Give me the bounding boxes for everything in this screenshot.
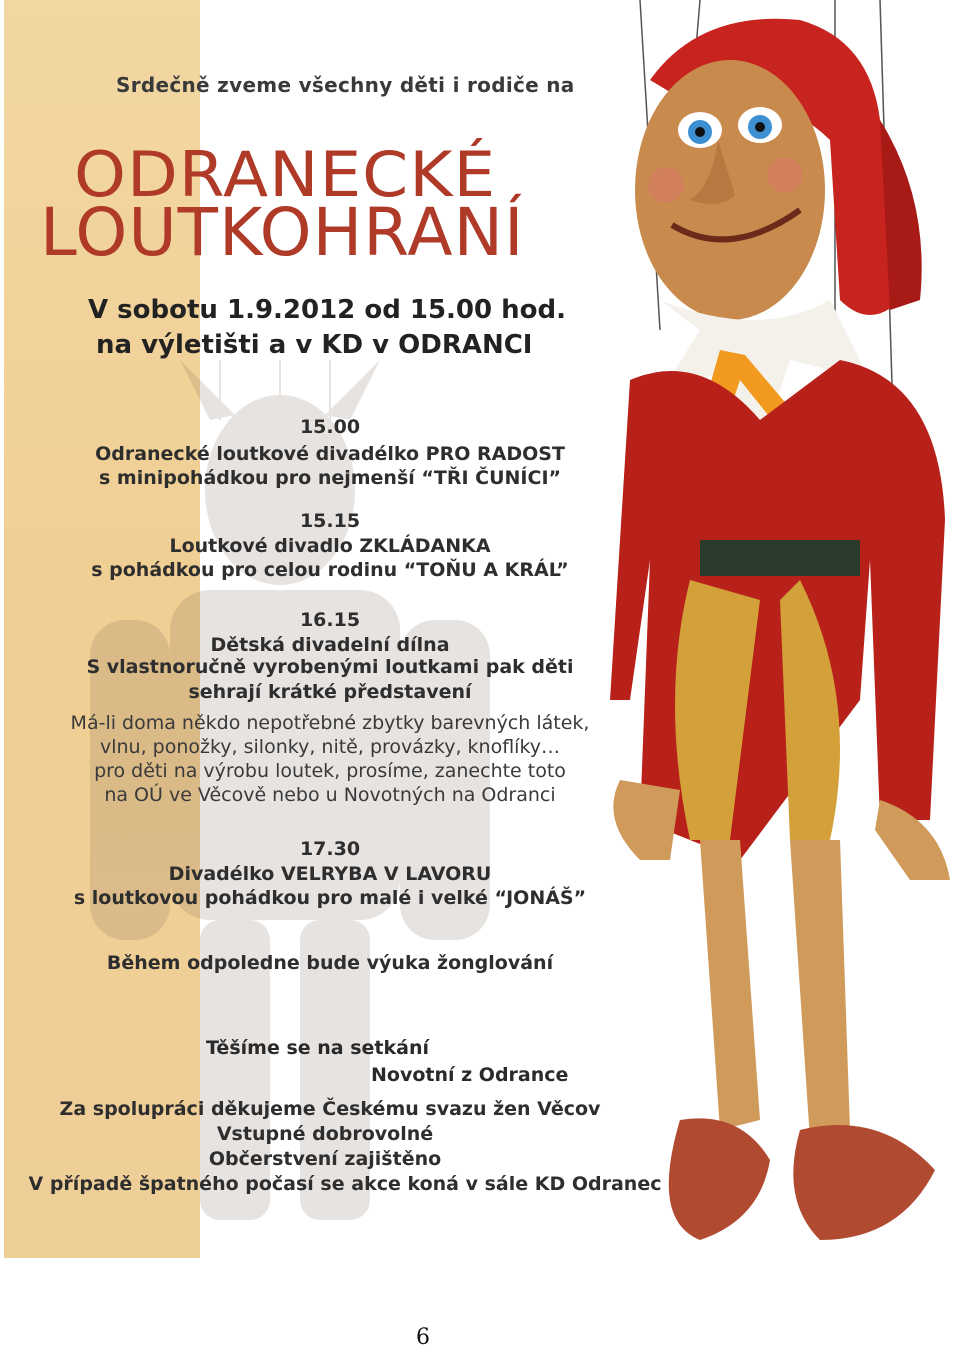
program-time: 17.30	[299, 838, 361, 860]
footer-line: V případě špatného počasí se akce koná v sále KD Odranec	[28, 1173, 662, 1195]
footer-line: Vstupné dobrovolné	[216, 1123, 434, 1145]
program-line: s pohádkou pro celou rodinu “TOŇU A KRÁL”	[91, 559, 569, 581]
program-line: Dětská divadelní dílna	[210, 634, 450, 656]
program-line: S vlastnoručně vyrobenými loutkami pak děti	[86, 656, 574, 678]
event-title-line2: LOUTKOHRANÍ	[40, 194, 525, 271]
juggling-note: Během odpoledne bude výuka žonglování	[106, 952, 554, 974]
footer-line: Za spolupráci děkujeme Českému svazu žen Věcov	[59, 1098, 601, 1120]
program-line: s minipohádkou pro nejmenší “TŘI ČUNÍCI”	[98, 467, 561, 489]
program-line: Divadélko VELRYBA V LAVORU	[168, 863, 492, 885]
program-time: 16.15	[299, 609, 361, 631]
greeting: Těšíme se na setkání	[206, 1037, 429, 1059]
program-line: Loutkové divadlo ZKLÁDANKA	[169, 535, 491, 557]
workshop-note-line: Má-li doma někdo nepotřebné zbytky barevných látek,	[70, 712, 590, 734]
workshop-note-line: vlnu, ponožky, silonky, nitě, provázky, knoflíky…	[99, 736, 561, 758]
program-line: Odranecké loutkové divadélko PRO RADOST	[95, 443, 565, 465]
event-venue: na výletišti a v KD v ODRANCI	[96, 330, 533, 360]
signature: Novotní z Odrance	[371, 1064, 569, 1086]
page-number: 6	[416, 1325, 430, 1350]
event-date: V sobotu 1.9.2012 od 15.00 hod.	[88, 295, 567, 325]
program-line: s loutkovou pohádkou pro malé i velké “JONÁŠ”	[73, 887, 587, 909]
program-time: 15.15	[299, 510, 361, 532]
program-time: 15.00	[299, 416, 361, 438]
invitation-intro: Srdečně zveme všechny děti i rodiče na	[116, 73, 575, 97]
workshop-note-line: pro děti na výrobu loutek, prosíme, zanechte toto	[94, 760, 566, 782]
footer-line: Občerstvení zajištěno	[208, 1148, 442, 1170]
event-title-line1: ODRANECKÉ	[74, 137, 497, 212]
program-line: sehrají krátké představení	[188, 681, 472, 703]
workshop-note-line: na OÚ ve Věcově nebo u Novotných na Odranci	[104, 784, 556, 806]
